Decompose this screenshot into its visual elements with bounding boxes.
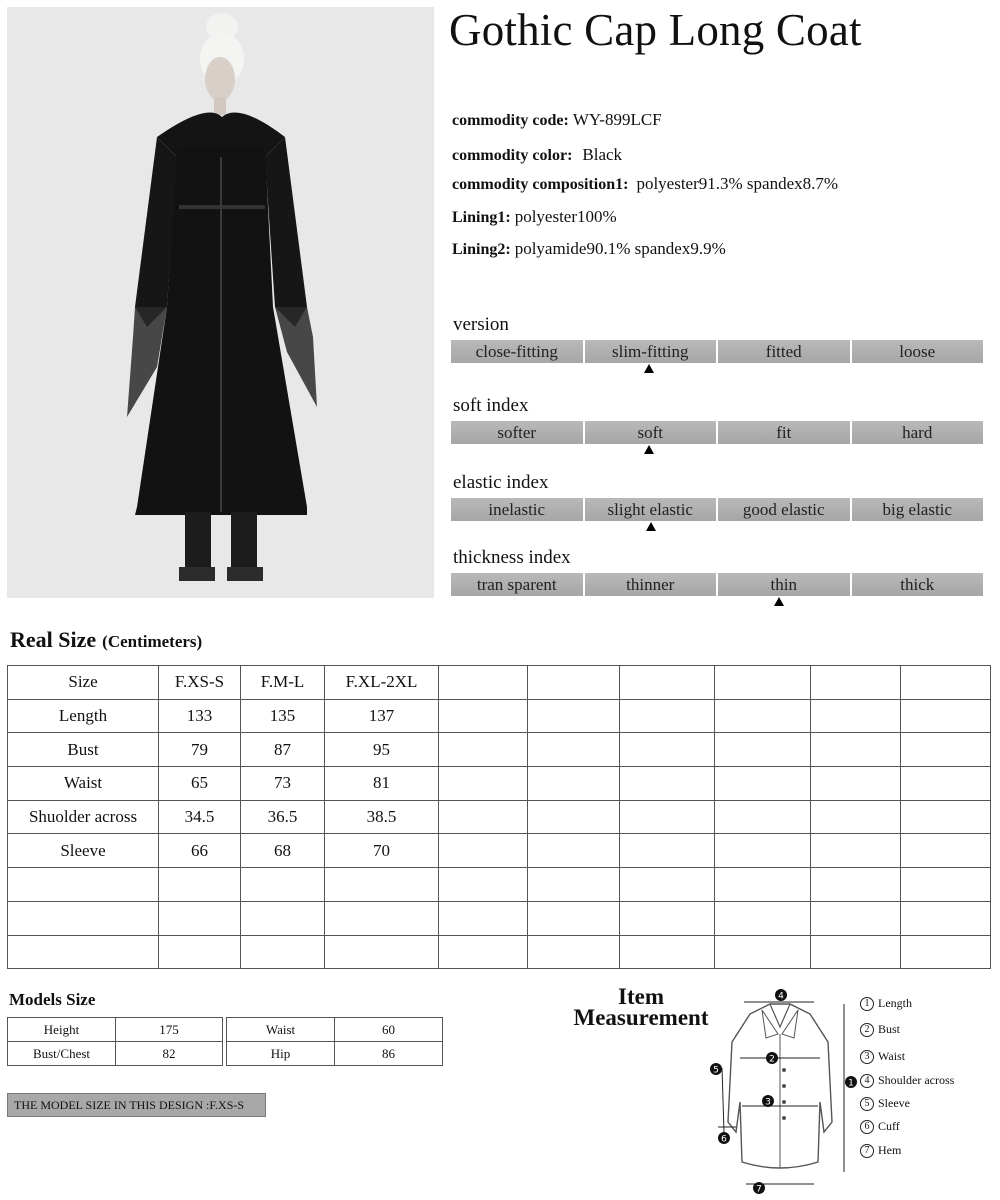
svg-text:5: 5 xyxy=(713,1065,719,1076)
table-header-cell xyxy=(528,666,620,700)
table-cell xyxy=(811,800,901,834)
table-cell xyxy=(620,868,715,902)
elastic-index-option: inelastic xyxy=(451,498,583,521)
table-row xyxy=(8,834,991,868)
table-cell xyxy=(439,834,528,868)
table-cell: 135 xyxy=(241,699,325,733)
svg-text:2: 2 xyxy=(769,1054,775,1065)
table-cell xyxy=(8,935,159,969)
legend-item: 2 Bust xyxy=(860,1022,900,1037)
table-cell xyxy=(620,699,715,733)
soft-index-option: soft xyxy=(585,421,717,444)
table-cell xyxy=(811,901,901,935)
svg-text:7: 7 xyxy=(756,1184,762,1195)
thickness-index-label: thickness index xyxy=(453,547,571,568)
table-cell xyxy=(811,935,901,969)
table-cell: Waist xyxy=(227,1018,335,1042)
model-size-note: THE MODEL SIZE IN THIS DESIGN :F.XS-S xyxy=(7,1093,266,1117)
legend-item: 3 Waist xyxy=(860,1049,905,1064)
attr-lining1: Lining1: polyester100% xyxy=(452,207,617,226)
table-cell xyxy=(811,868,901,902)
version-option: fitted xyxy=(718,340,850,363)
table-cell: 79 xyxy=(159,733,241,767)
table-cell: Length xyxy=(8,699,159,733)
table-cell xyxy=(8,868,159,902)
table-cell: 175 xyxy=(116,1018,223,1042)
version-option: loose xyxy=(852,340,984,363)
table-cell xyxy=(325,901,439,935)
table-header-cell: F.XL-2XL xyxy=(325,666,439,700)
elastic-index-option: big elastic xyxy=(852,498,984,521)
version-option: close-fitting xyxy=(451,340,583,363)
table-header-cell: Size xyxy=(8,666,159,700)
table-cell: Bust/Chest xyxy=(8,1042,116,1066)
coat-measurement-diagram xyxy=(700,982,860,1196)
table-header-cell xyxy=(439,666,528,700)
table-cell: Shuolder across xyxy=(8,800,159,834)
models-size-title: Models Size xyxy=(9,990,96,1009)
table-cell: 70 xyxy=(325,834,439,868)
table-row xyxy=(8,935,991,969)
table-header-cell xyxy=(620,666,715,700)
table-cell xyxy=(8,901,159,935)
legend-item: 6 Cuff xyxy=(860,1119,900,1134)
product-photo xyxy=(7,7,434,598)
table-cell xyxy=(439,699,528,733)
table-cell: 87 xyxy=(241,733,325,767)
version-scale xyxy=(451,340,983,363)
table-cell xyxy=(528,699,620,733)
table-header-cell xyxy=(811,666,901,700)
svg-text:6: 6 xyxy=(721,1134,727,1145)
table-cell xyxy=(159,901,241,935)
product-title: Gothic Cap Long Coat xyxy=(449,5,862,55)
thickness-index-scale xyxy=(451,573,983,596)
table-cell xyxy=(620,834,715,868)
model-figure-image xyxy=(7,7,434,598)
table-cell xyxy=(715,767,811,801)
table-cell xyxy=(811,733,901,767)
elastic-index-label: elastic index xyxy=(453,472,549,493)
soft-index-selected-marker xyxy=(644,445,654,454)
table-cell: 73 xyxy=(241,767,325,801)
size-table xyxy=(7,665,991,969)
table-cell: Bust xyxy=(8,733,159,767)
table-cell xyxy=(241,935,325,969)
soft-index-option: fit xyxy=(718,421,850,444)
table-cell xyxy=(901,800,991,834)
table-cell: 36.5 xyxy=(241,800,325,834)
table-header-cell xyxy=(715,666,811,700)
table-cell xyxy=(620,901,715,935)
elastic-index-selected-marker xyxy=(646,522,656,531)
attr-lining2: Lining2: polyamide90.1% spandex9.9% xyxy=(452,239,726,258)
soft-index-option: softer xyxy=(451,421,583,444)
soft-index-label: soft index xyxy=(453,395,529,416)
table-cell xyxy=(715,868,811,902)
table-cell xyxy=(620,767,715,801)
attr-composition: commodity composition1: polyester91.3% spandex8.7% xyxy=(452,174,839,193)
table-cell: 137 xyxy=(325,699,439,733)
table-cell xyxy=(528,767,620,801)
version-option: slim-fitting xyxy=(585,340,717,363)
table-cell xyxy=(811,699,901,733)
table-cell xyxy=(159,868,241,902)
version-selected-marker xyxy=(644,364,654,373)
table-cell: 81 xyxy=(325,767,439,801)
table-cell xyxy=(811,767,901,801)
table-cell xyxy=(901,699,991,733)
thickness-index-option: thick xyxy=(852,573,984,596)
thickness-index-selected-marker xyxy=(774,597,784,606)
soft-index-scale xyxy=(451,421,983,444)
table-row xyxy=(227,1042,443,1066)
table-cell: Sleeve xyxy=(8,834,159,868)
table-row xyxy=(8,1018,223,1042)
elastic-index-option: good elastic xyxy=(718,498,850,521)
elastic-index-scale xyxy=(451,498,983,521)
table-cell xyxy=(715,800,811,834)
table-row xyxy=(227,1018,443,1042)
table-cell xyxy=(901,901,991,935)
table-cell xyxy=(620,935,715,969)
table-cell xyxy=(159,935,241,969)
table-cell xyxy=(325,868,439,902)
table-cell xyxy=(715,699,811,733)
legend-item: 7 Hem xyxy=(860,1143,901,1158)
table-cell xyxy=(715,733,811,767)
table-cell: 66 xyxy=(159,834,241,868)
table-cell xyxy=(439,733,528,767)
table-cell xyxy=(439,767,528,801)
table-row xyxy=(8,1042,223,1066)
table-cell xyxy=(901,733,991,767)
svg-text:3: 3 xyxy=(765,1097,771,1108)
table-cell: 34.5 xyxy=(159,800,241,834)
table-cell: 86 xyxy=(335,1042,443,1066)
table-cell: 65 xyxy=(159,767,241,801)
thickness-index-option: tran sparent xyxy=(451,573,583,596)
attr-commodity-color: commodity color: Black xyxy=(452,145,623,164)
table-cell xyxy=(439,868,528,902)
svg-text:1: 1 xyxy=(848,1078,854,1089)
table-cell: 133 xyxy=(159,699,241,733)
models-size-table-right xyxy=(226,1017,443,1066)
table-row xyxy=(8,767,991,801)
version-label: version xyxy=(453,314,509,335)
table-cell xyxy=(528,901,620,935)
table-cell: Height xyxy=(8,1018,116,1042)
table-header-cell: F.XS-S xyxy=(159,666,241,700)
table-row xyxy=(8,868,991,902)
legend-item: 1 Length xyxy=(860,996,912,1011)
attr-commodity-code: commodity code: WY-899LCF xyxy=(452,110,662,129)
table-cell xyxy=(620,733,715,767)
table-row xyxy=(8,901,991,935)
table-cell xyxy=(528,834,620,868)
table-row xyxy=(8,733,991,767)
table-cell: Hip xyxy=(227,1042,335,1066)
table-cell: 82 xyxy=(116,1042,223,1066)
table-cell: 60 xyxy=(335,1018,443,1042)
table-header-row xyxy=(8,666,991,700)
legend-item: 4 Shoulder across xyxy=(860,1073,954,1088)
table-cell xyxy=(528,935,620,969)
svg-text:4: 4 xyxy=(778,991,784,1002)
table-cell xyxy=(715,935,811,969)
table-cell xyxy=(901,935,991,969)
table-row xyxy=(8,800,991,834)
table-cell xyxy=(901,868,991,902)
table-cell xyxy=(528,733,620,767)
table-cell xyxy=(528,868,620,902)
table-cell xyxy=(439,800,528,834)
table-cell xyxy=(811,834,901,868)
table-cell xyxy=(528,800,620,834)
elastic-index-option: slight elastic xyxy=(585,498,717,521)
thickness-index-option: thinner xyxy=(585,573,717,596)
thickness-index-option: thin xyxy=(718,573,850,596)
real-size-title: Real Size (Centimeters) xyxy=(10,627,203,652)
table-cell: 68 xyxy=(241,834,325,868)
table-cell xyxy=(439,935,528,969)
legend-item: 5 Sleeve xyxy=(860,1096,910,1111)
table-cell: 38.5 xyxy=(325,800,439,834)
table-cell xyxy=(325,935,439,969)
table-cell: Waist xyxy=(8,767,159,801)
table-cell xyxy=(439,901,528,935)
table-cell xyxy=(715,901,811,935)
table-header-cell xyxy=(901,666,991,700)
table-cell xyxy=(241,868,325,902)
table-cell xyxy=(715,834,811,868)
table-cell xyxy=(620,800,715,834)
table-row xyxy=(8,699,991,733)
table-cell: 95 xyxy=(325,733,439,767)
soft-index-option: hard xyxy=(852,421,984,444)
table-cell xyxy=(901,834,991,868)
item-measurement-title: Item Measurement xyxy=(573,984,709,1030)
table-cell xyxy=(901,767,991,801)
table-cell xyxy=(241,901,325,935)
table-header-cell: F.M-L xyxy=(241,666,325,700)
models-size-table-left xyxy=(7,1017,223,1066)
